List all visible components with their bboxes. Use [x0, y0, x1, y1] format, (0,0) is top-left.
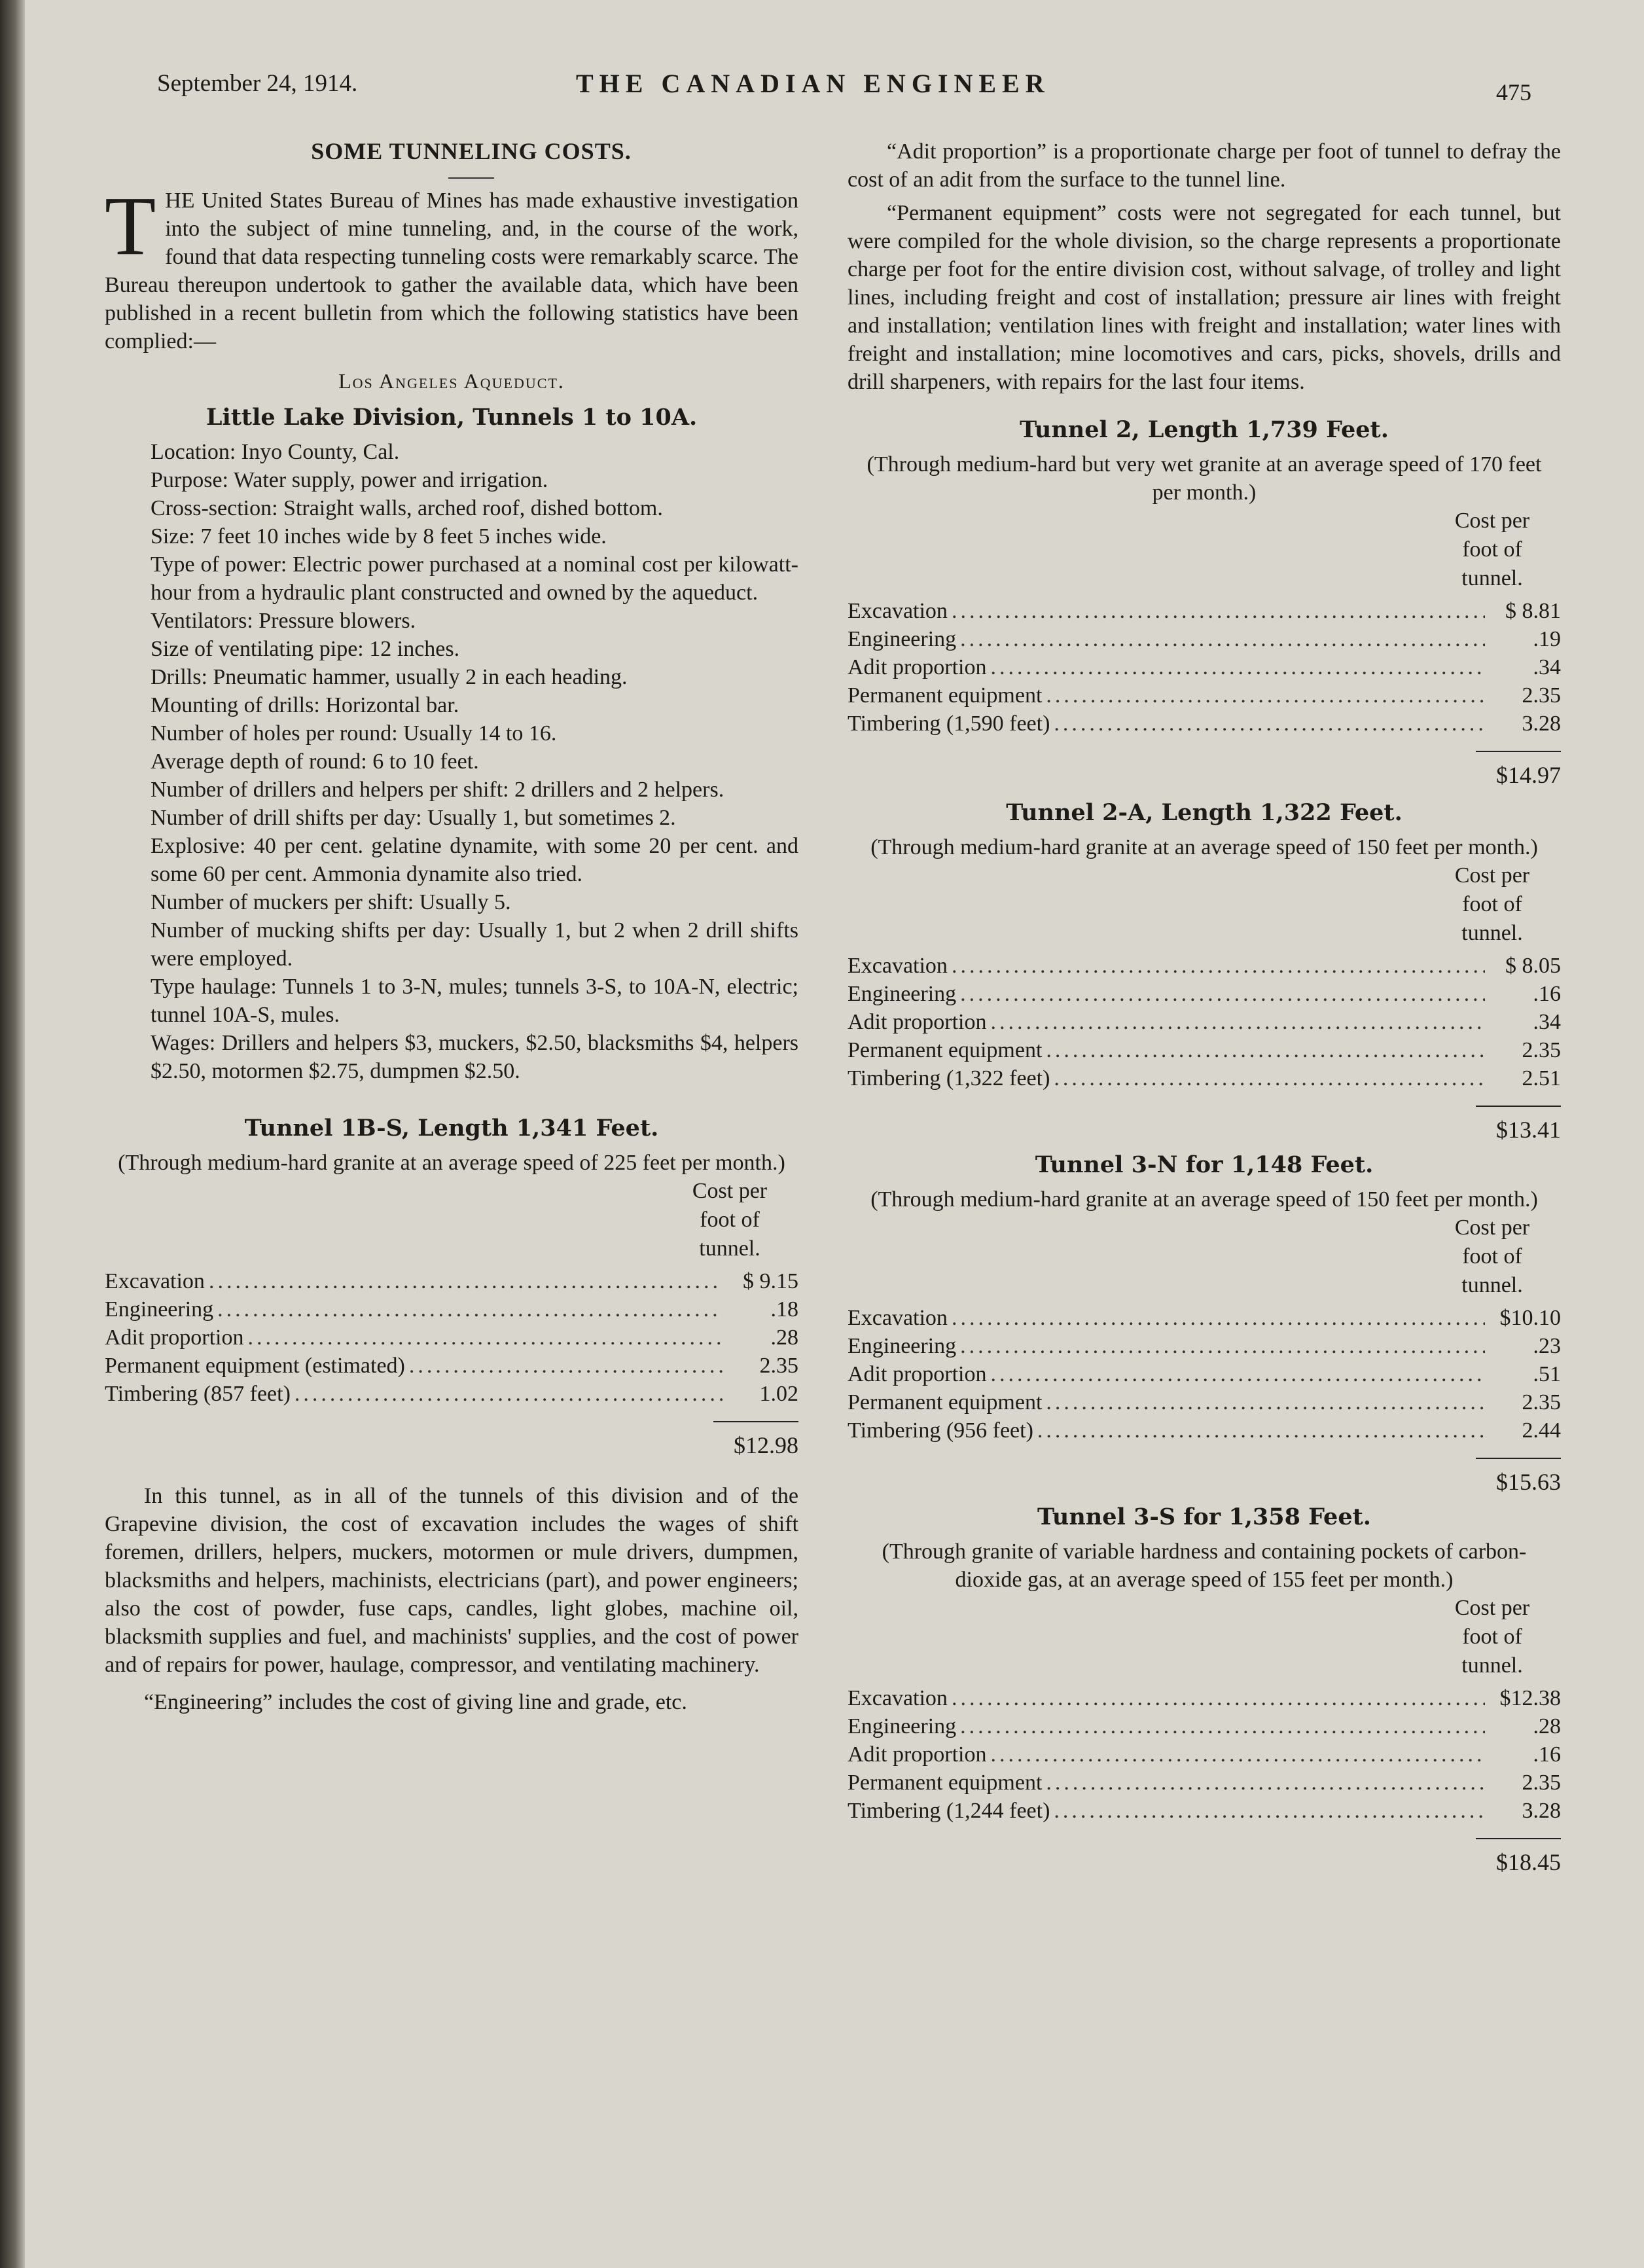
spec-item: Location: Inyo County, Cal. [151, 440, 400, 464]
cost-row: Permanent equipment (estimated) ..... 2.35 [105, 1352, 798, 1380]
total-rule [1476, 1106, 1561, 1107]
tunnel-heading: Tunnel 3-N for 1,148 Feet. [1035, 1151, 1374, 1178]
cost-total: $18.45 [1496, 1849, 1561, 1875]
intro-text: HE United States Bureau of Mines has made exhaustive investigation into the subject of mine tunneling, and, in the course of the work, found that data respecting tunneling costs were remarkably scarce. The Bureau thereupon undertook to gather the available data, which have been published in a recent bulletin from which the following statistics have been complied:— [105, 189, 798, 353]
title-rule [448, 177, 494, 179]
cost-row: Permanent equipment ..... 2.35 [848, 1388, 1561, 1416]
cost-total: $12.98 [734, 1432, 798, 1458]
cost-column-header: Cost per foot of tunnel. [1454, 1596, 1530, 1678]
tunnel-table-2a [848, 799, 1561, 1144]
cost-row: Timbering (956 feet) ..... 2.44 [848, 1416, 1561, 1445]
tunnel-table-1b-s [105, 1114, 798, 1460]
adit-paragraph: “Adit proportion” is a proportionate charge per foot of tunnel to defray the cost of an adit from the surface to the tunnel line. [848, 139, 1561, 192]
page-gutter-shadow [0, 0, 25, 2268]
spec-item: Size: 7 feet 10 inches wide by 8 feet 5 inches wide. [151, 524, 607, 549]
cost-row: Permanent equipment ..... 2.35 [848, 1036, 1561, 1064]
tunnel-heading: Tunnel 2, Length 1,739 Feet. [1020, 416, 1389, 443]
spec-item: Type of power: Electric power purchased at a nominal cost per kilowatt-hour from a hydraulic plant constructed and owned by the aqueduct. [151, 552, 798, 605]
cost-total: $13.41 [1496, 1117, 1561, 1143]
cost-row: Engineering ..... .16 [848, 980, 1561, 1008]
cost-row: Adit proportion ..... .34 [848, 653, 1561, 681]
cost-row: Engineering ..... .18 [105, 1295, 798, 1323]
cost-row: Excavation ..... $ 8.81 [848, 597, 1561, 625]
engineering-paragraph: “Engineering” includes the cost of giving line and grade, etc. [144, 1690, 687, 1714]
cost-row: Excavation ..... $12.38 [848, 1684, 1561, 1712]
cost-row: Engineering ..... .19 [848, 625, 1561, 653]
article-title: SOME TUNNELING COSTS. [311, 138, 632, 164]
tunnel-note: (Through medium-hard granite at an average speed of 150 feet per month.) [870, 1187, 1538, 1212]
tunnel-heading: Tunnel 2-A, Length 1,322 Feet. [1006, 799, 1403, 826]
spec-item: Size of ventilating pipe: 12 inches. [151, 637, 460, 661]
tunnel-note: (Through granite of variable hardness and containing pockets of carbon-dioxide gas, at an average speed of 155 feet per month.) [882, 1539, 1527, 1592]
spec-list [105, 438, 798, 1085]
intro-paragraph [105, 179, 798, 355]
cost-row: Permanent equipment ..... 2.35 [848, 681, 1561, 710]
cost-row: Engineering ..... .28 [848, 1712, 1561, 1740]
permanent-equipment-paragraph: “Permanent equipment” costs were not segregated for each tunnel, but were compiled for the whole division, so the charge represents a proportionate charge per foot for the entire division cost, without salvage, of trolley and light lines, including freight and cost of installation; pressure air lines with freight and installation; ventilation lines with freight and installation; water lines with freight and installation; mine locomotives and cars, picks, shovels, drills and drill sharpeners, with repairs for the last four items. [848, 201, 1561, 394]
cost-row: Timbering (1,590 feet) ..... 3.28 [848, 710, 1561, 738]
total-rule [713, 1421, 798, 1422]
spec-item: Wages: Drillers and helpers $3, muckers, $2.50, blacksmiths $4, helpers $2.50, motormen $2.75, dumpmen $2.50. [151, 1031, 798, 1083]
spec-item: Average depth of round: 6 to 10 feet. [151, 749, 479, 774]
cost-column-header: Cost per foot of tunnel. [692, 1179, 768, 1261]
cost-row: Timbering (857 feet) ..... 1.02 [105, 1380, 798, 1408]
cost-total: $14.97 [1496, 762, 1561, 788]
tunnel-note: (Through medium-hard granite at an average speed of 225 feet per month.) [118, 1151, 785, 1175]
drop-cap: T [105, 179, 156, 272]
tunnel-table-2 [848, 416, 1561, 789]
spec-item: Purpose: Water supply, power and irrigation. [151, 468, 548, 492]
cost-row: Adit proportion ..... .51 [848, 1360, 1561, 1388]
tunnel-table-3n [848, 1151, 1561, 1496]
left-column [105, 137, 798, 1716]
cost-row: Excavation ..... $10.10 [848, 1304, 1561, 1332]
tunnel-heading: Tunnel 1B-S, Length 1,341 Feet. [244, 1115, 659, 1142]
running-header [157, 64, 1531, 123]
spec-item: Explosive: 40 per cent. gelatine dynamite, with some 20 per cent. and some 60 per cent. Ammonia dynamite also tried. [151, 834, 798, 886]
cost-row: Permanent equipment ..... 2.35 [848, 1769, 1561, 1797]
cost-column-header: Cost per foot of tunnel. [1454, 1215, 1530, 1297]
excavation-paragraph: In this tunnel, as in all of the tunnels of this division and of the Grapevine division, the cost of excavation includes the wages of shift foremen, drillers, helpers, muckers, motormen or mule drivers, dumpmen, blacksmiths and helpers, machinists, electricians (part), and power engineers; also the cost of powder, fuse caps, candles, light globes, machine oil, blacksmith supplies and fuel, and machinists' supplies, and the cost of power and of repairs for power, haulage, compressor, and ventilating machinery. [105, 1484, 798, 1677]
issue-date: September 24, 1914. [157, 70, 358, 97]
spec-item: Ventilators: Pressure blowers. [151, 609, 416, 633]
cost-row: Excavation ..... $ 8.05 [848, 952, 1561, 980]
tunnel-note: (Through medium-hard but very wet granite at an average speed of 170 feet per month.) [867, 452, 1542, 505]
cost-column-header: Cost per foot of tunnel. [1454, 863, 1530, 945]
total-rule [1476, 1458, 1561, 1459]
spec-item: Cross-section: Straight walls, arched roof, dished bottom. [151, 496, 663, 520]
cost-row: Timbering (1,322 feet) ..... 2.51 [848, 1064, 1561, 1092]
journal-title: THE CANADIAN ENGINEER [576, 69, 1050, 98]
page-number: 475 [1496, 79, 1531, 105]
cost-row: Adit proportion ..... .16 [848, 1740, 1561, 1769]
tunnel-heading: Tunnel 3-S for 1,358 Feet. [1037, 1503, 1371, 1530]
division-heading: Little Lake Division, Tunnels 1 to 10A. [206, 404, 698, 431]
cost-total: $15.63 [1496, 1469, 1561, 1495]
spec-item: Number of holes per round: Usually 14 to 16. [151, 721, 557, 746]
spec-item: Mounting of drills: Horizontal bar. [151, 693, 459, 717]
tunnel-table-3s [848, 1503, 1561, 1877]
section-heading: Los Angeles Aqueduct. [338, 369, 565, 393]
cost-row: Timbering (1,244 feet) ..... 3.28 [848, 1797, 1561, 1825]
cost-row: Excavation ..... $ 9.15 [105, 1267, 798, 1295]
right-column [848, 137, 1561, 1877]
cost-row: Engineering ..... .23 [848, 1332, 1561, 1360]
spec-item: Drills: Pneumatic hammer, usually 2 in each heading. [151, 665, 628, 689]
tunnel-note: (Through medium-hard granite at an average speed of 150 feet per month.) [870, 835, 1538, 859]
total-rule [1476, 1838, 1561, 1839]
spec-item: Number of mucking shifts per day: Usually 1, but 2 when 2 drill shifts were employed. [151, 918, 798, 971]
total-rule [1476, 751, 1561, 752]
cost-row: Adit proportion ..... .28 [105, 1323, 798, 1352]
spec-item: Number of drillers and helpers per shift: 2 drillers and 2 helpers. [151, 778, 724, 802]
spec-item: Type haulage: Tunnels 1 to 3-N, mules; tunnels 3-S, to 10A-N, electric; tunnel 10A-S, mules. [151, 975, 798, 1027]
cost-column-header: Cost per foot of tunnel. [1454, 509, 1530, 590]
spec-item: Number of drill shifts per day: Usually 1, but sometimes 2. [151, 806, 676, 830]
cost-row: Adit proportion ..... .34 [848, 1008, 1561, 1036]
spec-item: Number of muckers per shift: Usually 5. [151, 890, 511, 914]
